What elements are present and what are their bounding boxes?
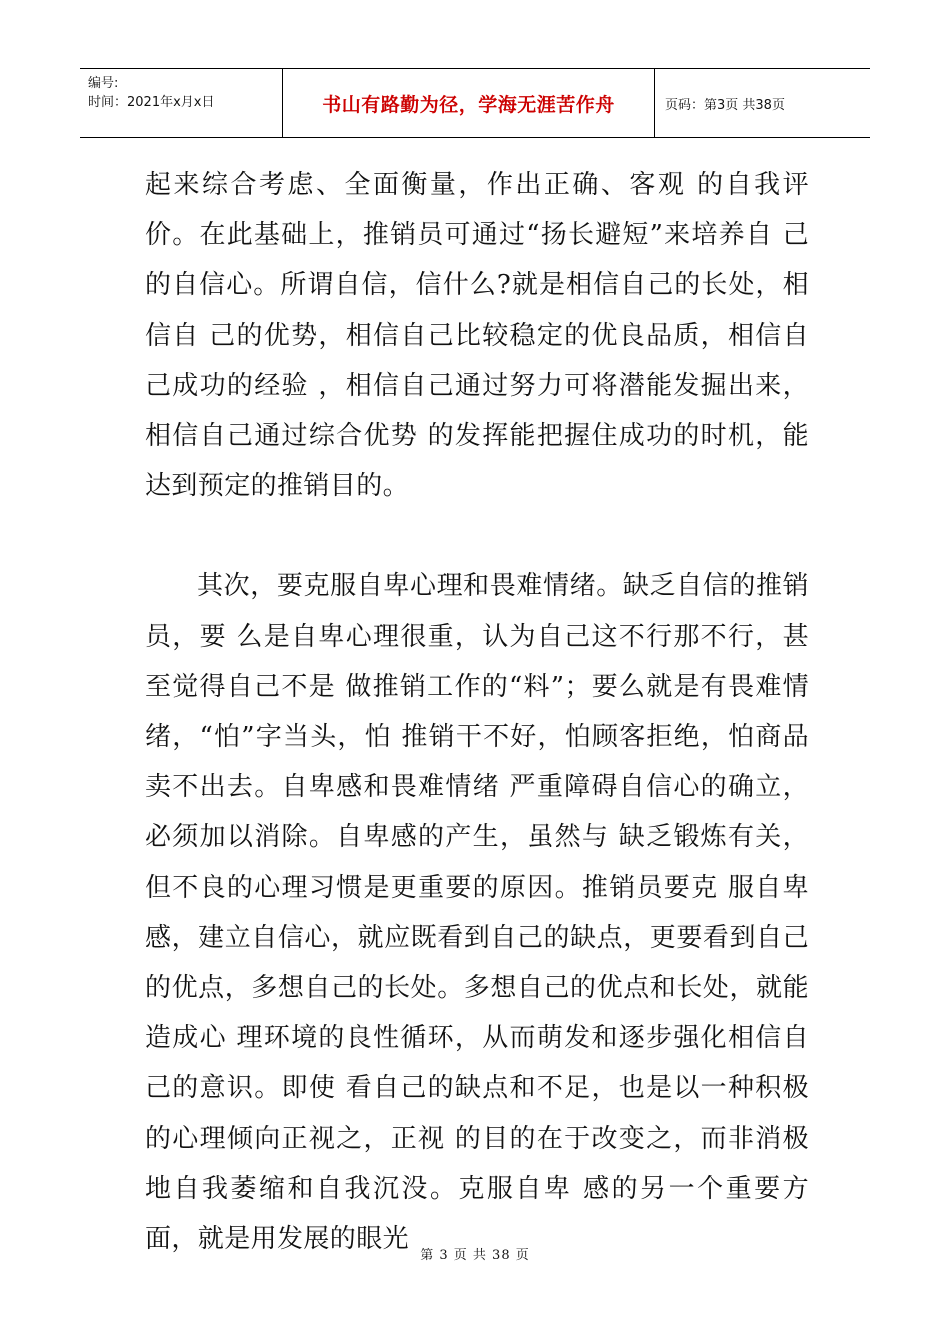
header-meta — [80, 69, 283, 137]
body-paragraph: 其次，要克服自卑心理和畏难情绪。缺乏自信的推销员，要 么是自卑心理很重，认为自己这不行那不行，甚至觉得自己不是 做推销工作的“料”；要么就是有畏难情绪，“怕”字当头，怕 推销干不好，怕顾客拒绝，怕商品卖不出去。自卑感和畏难情绪 严重障碍自信心的确立，必须加以消除。自卑感的产生，虽然与 缺乏锻炼有关，但不良的心理习惯是更重要的原因。推销员要克 服自卑感，建立自信心，就应既看到自己的缺点，更要看到自己 的优点，多想自己的长处。多想自己的优点和长处，就能造成心 理环境的良性循环，从而萌发和逐步强化相信自己的意识。即使 看自己的缺点和不足，也是以一种积极的心理倾向正视之，正视 的目的在于改变之，而非消极地自我萎缩和自我沉没。克服自卑 感的另一个重要方面，就是用发展的眼光 — [145, 571, 809, 1255]
document-number-label: 编号: — [88, 76, 119, 91]
page-footer: 第 3 页 共 38 页 — [420, 1248, 530, 1263]
body-paragraph: 起来综合考虑、全面衡量，作出正确、客观 的自我评价。在此基础上，推销员可通过“扬长避短”来培养自 己的自信心。所谓自信，信什么?就是相信自己的长处，相信自 己的优势，相信自己比较稳定的优良品质，相信自己成功的经验 ，相信自己通过努力可将潜能发掘出来，相信自己通过综合优势 的发挥能把握住成功的时机，能达到预定的推销目的。 — [145, 170, 809, 502]
header-page-info: 页码：第3页 共38页 — [665, 97, 785, 113]
document-time-label: 时间：2021年x月x日 — [88, 95, 215, 110]
page-header — [80, 68, 870, 138]
header-motto: 书山有路勤为径，学海无涯苦作舟 — [283, 69, 655, 137]
document-body — [145, 160, 809, 1264]
